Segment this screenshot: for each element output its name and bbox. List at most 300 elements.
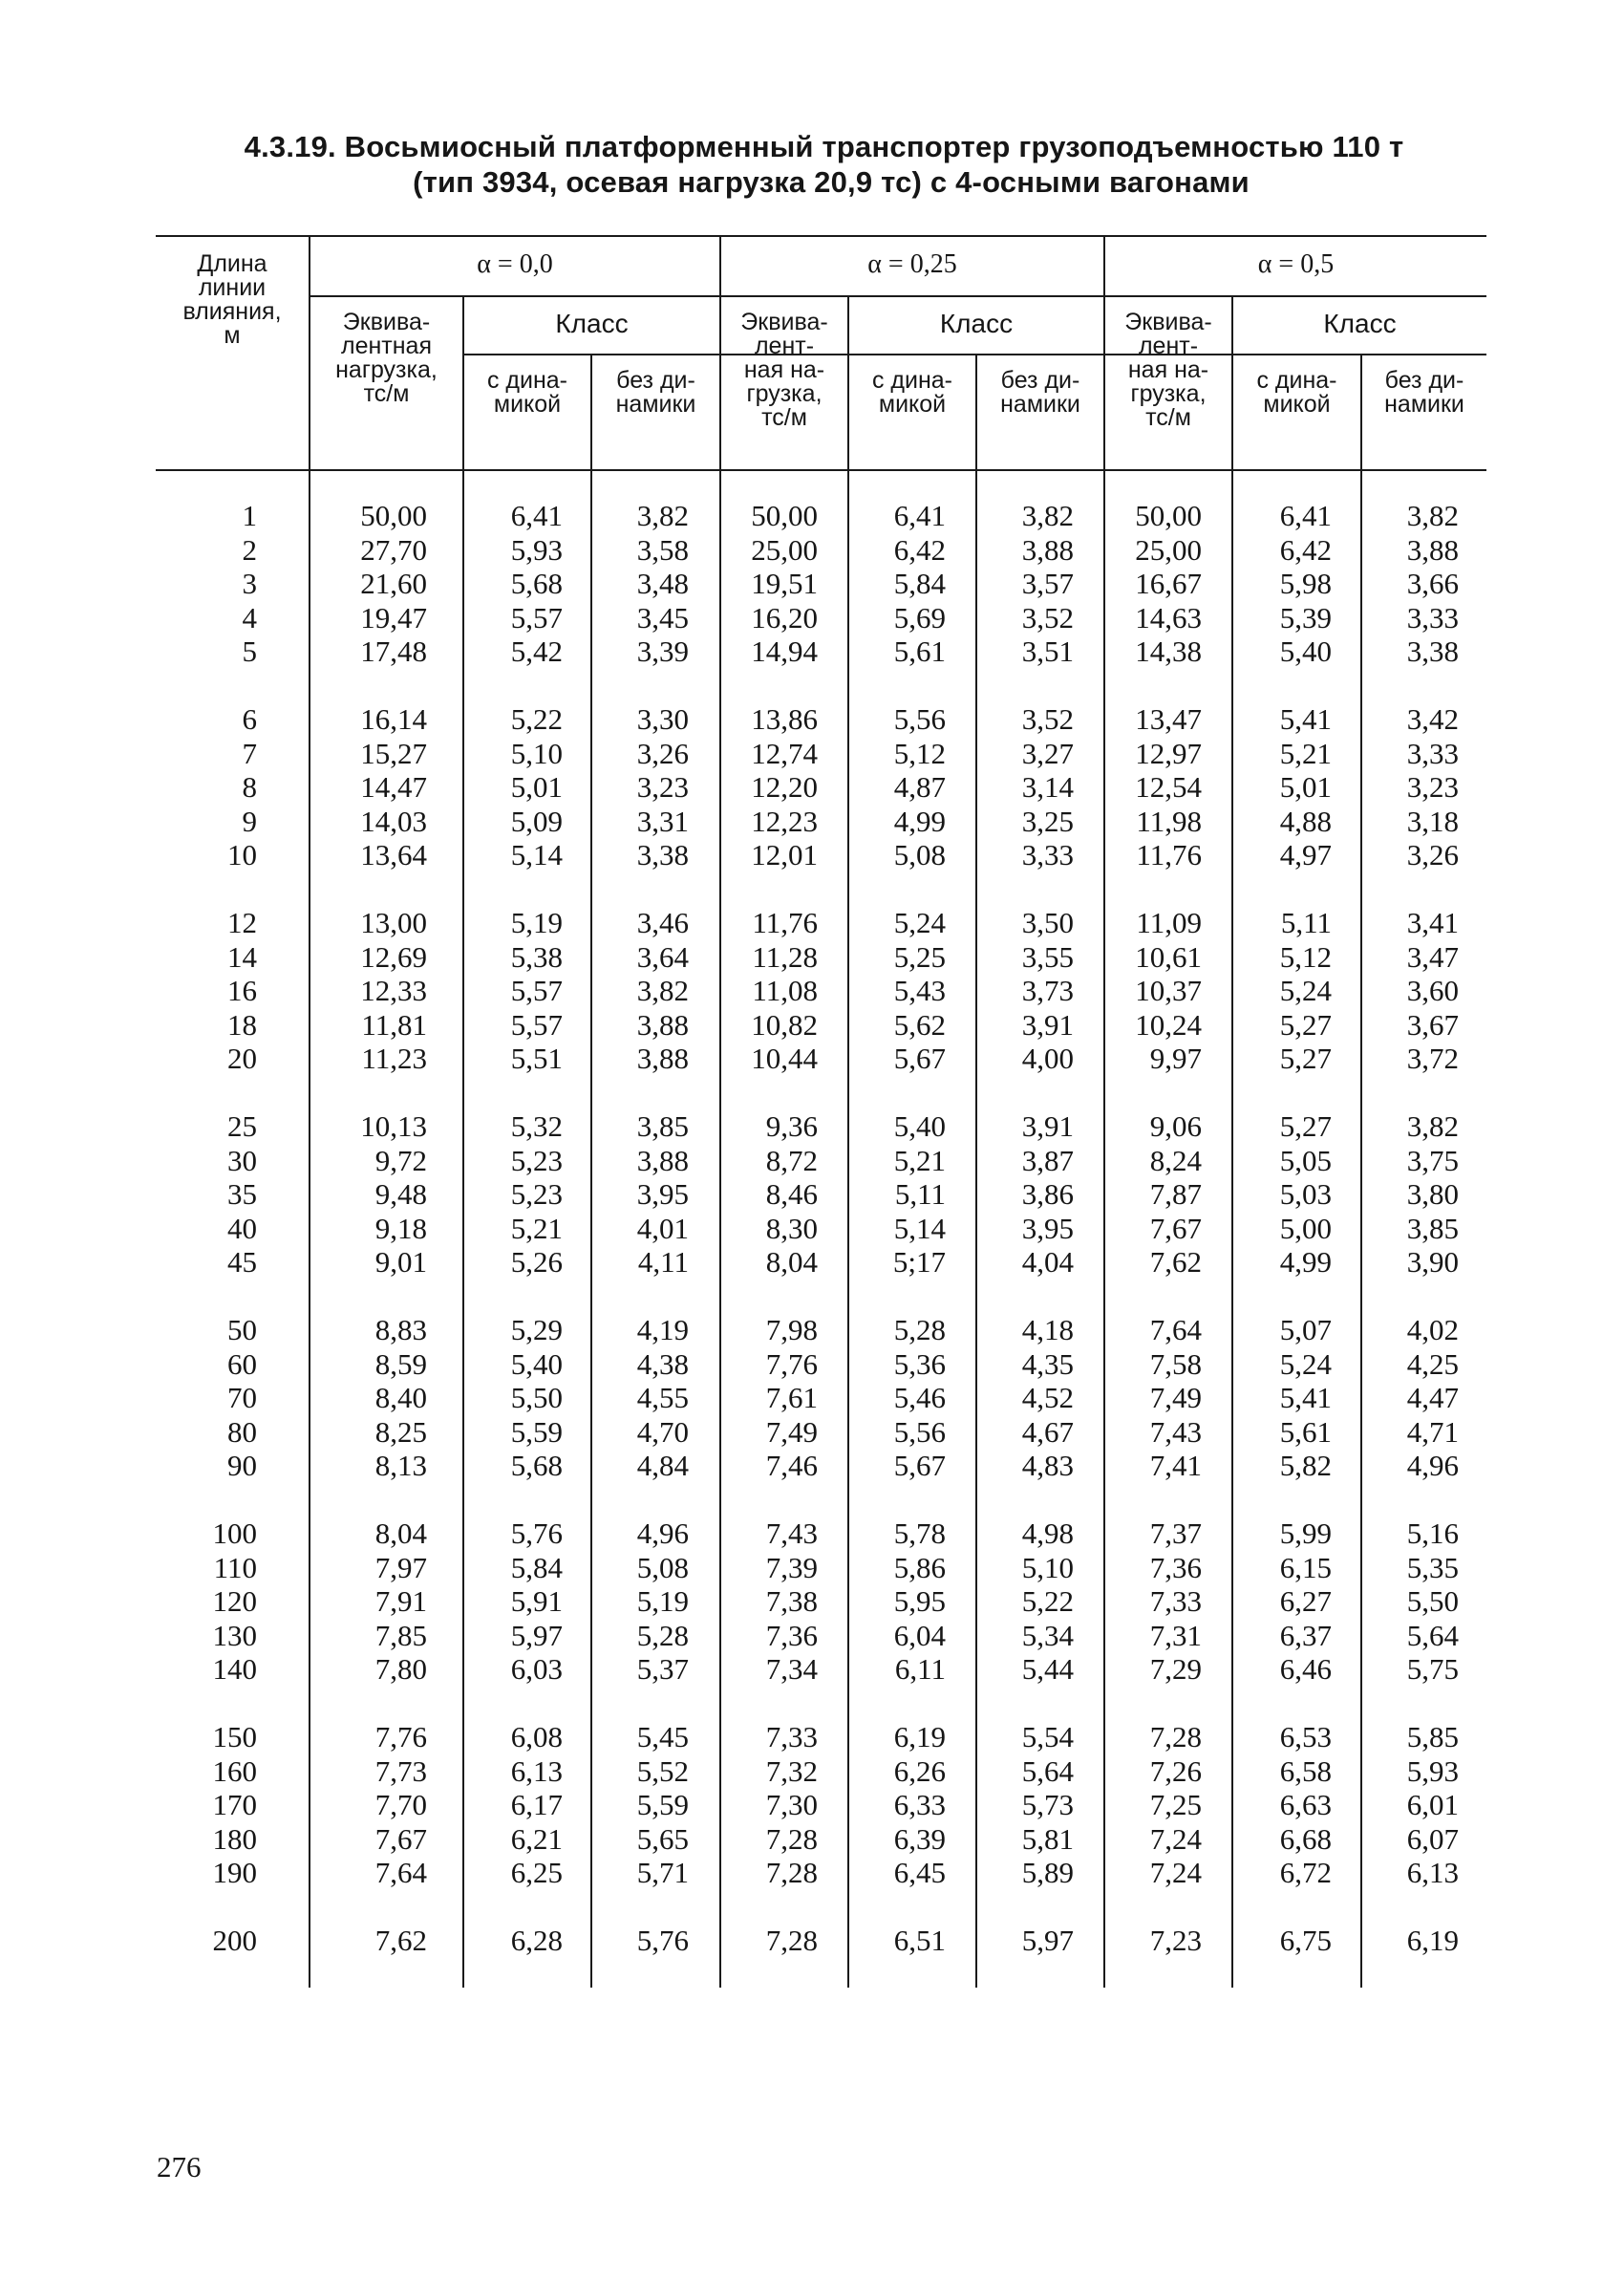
table-cell: 7,85 xyxy=(374,1618,427,1652)
table-cell: 5,40 xyxy=(1279,635,1332,668)
cell-length: 120 xyxy=(212,1584,257,1618)
table-cell: 7,49 xyxy=(1149,1381,1202,1414)
table-cell: 11,08 xyxy=(752,974,818,1007)
cell-length: 60 xyxy=(227,1346,257,1381)
column-with-dyn-a0 xyxy=(464,499,563,1958)
table-cell: 5,40 xyxy=(893,1109,946,1143)
header-equiv-load-2: Эквива- лент- ная на- грузка, тс/м xyxy=(740,309,828,431)
row-spacer xyxy=(464,1483,563,1517)
table-cell: 5,69 xyxy=(893,600,946,635)
table-cell: 7,39 xyxy=(765,1550,818,1584)
cell-length: 50 xyxy=(227,1313,257,1346)
table-cell: 12,74 xyxy=(751,736,818,770)
table-cell: 4,52 xyxy=(1021,1381,1074,1414)
row-spacer xyxy=(1105,1483,1202,1517)
header-alpha-025: α = 0,25 xyxy=(867,249,957,279)
table-cell: 4,35 xyxy=(1021,1346,1074,1381)
table-cell: 5,23 xyxy=(510,1177,563,1211)
row-spacer xyxy=(1233,1687,1332,1721)
table-cell: 14,47 xyxy=(360,770,427,804)
table-cell: 4,71 xyxy=(1406,1414,1459,1449)
table-cell: 4,01 xyxy=(636,1211,689,1245)
table-cell: 4,47 xyxy=(1406,1381,1459,1414)
table-cell: 4,11 xyxy=(637,1245,689,1279)
table-cell: 3,33 xyxy=(1021,838,1074,871)
table-cell: 7,33 xyxy=(1149,1584,1202,1618)
table-cell: 5,64 xyxy=(1021,1753,1074,1788)
table-cell: 7,36 xyxy=(765,1618,818,1652)
table-cell: 7,76 xyxy=(765,1346,818,1381)
table-cell: 3,66 xyxy=(1406,567,1459,600)
table-cell: 5,11 xyxy=(894,1177,946,1211)
table-cell: 5,81 xyxy=(1021,1821,1074,1856)
table-cell: 3,47 xyxy=(1406,939,1459,974)
table-cell: 5,52 xyxy=(636,1753,689,1788)
table-cell: 3,67 xyxy=(1406,1007,1459,1042)
row-spacer xyxy=(1362,1890,1459,1925)
table-cell: 5,19 xyxy=(636,1584,689,1618)
table-cell: 8,40 xyxy=(374,1381,427,1414)
table-cell: 3,45 xyxy=(636,600,689,635)
cell-length: 10 xyxy=(227,838,257,871)
table-cell: 5,75 xyxy=(1406,1652,1459,1686)
row-spacer xyxy=(310,1483,427,1517)
table-cell: 3,39 xyxy=(636,635,689,668)
table-cell: 7,46 xyxy=(765,1449,818,1482)
column-equiv-load-a05 xyxy=(1105,499,1202,1958)
table-cell: 3,91 xyxy=(1021,1109,1074,1143)
table-cell: 5,62 xyxy=(893,1007,946,1042)
table-cell: 5,44 xyxy=(1021,1652,1074,1686)
row-spacer xyxy=(1105,669,1202,703)
table-cell: 4,83 xyxy=(1021,1449,1074,1482)
row-spacer xyxy=(592,1890,689,1925)
table-cell: 3,82 xyxy=(1406,499,1459,532)
table-cell: 4,96 xyxy=(1406,1449,1459,1482)
table-cell: 7,29 xyxy=(1149,1652,1202,1686)
table-cell: 5,84 xyxy=(893,567,946,600)
table-cell: 12,69 xyxy=(360,939,427,974)
row-spacer xyxy=(592,1076,689,1110)
table-cell: 14,63 xyxy=(1135,600,1202,635)
table-cell: 11,76 xyxy=(752,906,818,939)
header-alpha-0: α = 0,0 xyxy=(477,249,553,279)
table-cell: 5,28 xyxy=(636,1618,689,1652)
table-cell: 5,29 xyxy=(510,1313,563,1346)
cell-length: 40 xyxy=(227,1211,257,1245)
column-length xyxy=(156,499,257,1958)
row-spacer xyxy=(310,872,427,907)
table-cell: 5,65 xyxy=(636,1821,689,1856)
row-spacer xyxy=(310,1687,427,1721)
table-cell: 5,99 xyxy=(1279,1516,1332,1550)
table-cell: 4,67 xyxy=(1021,1414,1074,1449)
table-cell: 4,87 xyxy=(893,770,946,804)
cell-length: 6 xyxy=(242,702,257,736)
table-cell: 11,28 xyxy=(752,939,818,974)
row-spacer xyxy=(1105,1280,1202,1314)
table-cell: 5,24 xyxy=(1279,1346,1332,1381)
table-cell: 5,57 xyxy=(510,600,563,635)
table-cell: 11,23 xyxy=(361,1042,427,1075)
cell-length: 200 xyxy=(212,1924,257,1957)
table-cell: 3,80 xyxy=(1406,1177,1459,1211)
table-cell: 6,07 xyxy=(1406,1821,1459,1856)
table-cell: 3,85 xyxy=(1406,1211,1459,1245)
table-cell: 6,19 xyxy=(1406,1924,1459,1957)
row-spacer xyxy=(977,1687,1074,1721)
table-cell: 3,48 xyxy=(636,567,689,600)
page-number: 276 xyxy=(157,2150,202,2183)
header-alpha-05: α = 0,5 xyxy=(1257,249,1335,279)
table-cell: 12,97 xyxy=(1135,736,1202,770)
table-cell: 5,39 xyxy=(1279,600,1332,635)
cell-length: 8 xyxy=(242,770,257,804)
table-cell: 7,64 xyxy=(1149,1313,1202,1346)
table-cell: 11,76 xyxy=(1136,838,1202,871)
row-spacer xyxy=(721,669,818,703)
table-cell: 5,50 xyxy=(510,1381,563,1414)
row-spacer xyxy=(1233,1890,1332,1925)
table-cell: 6,13 xyxy=(510,1753,563,1788)
table-cell: 6,01 xyxy=(1406,1788,1459,1821)
table-cell: 5,51 xyxy=(510,1042,563,1075)
table-cell: 9,48 xyxy=(374,1177,427,1211)
table-cell: 3,31 xyxy=(636,804,689,838)
row-spacer xyxy=(1362,872,1459,907)
table-cell: 8,04 xyxy=(765,1245,818,1279)
table-cell: 3,60 xyxy=(1406,974,1459,1007)
table-cell: 5,03 xyxy=(1279,1177,1332,1211)
table-cell: 3,82 xyxy=(636,499,689,532)
row-spacer xyxy=(310,1890,427,1925)
header-without-dyn-3: без ди- намики xyxy=(1384,367,1464,418)
cell-length: 100 xyxy=(212,1516,257,1550)
row-spacer xyxy=(849,1890,946,1925)
cell-length: 45 xyxy=(227,1245,257,1279)
row-spacer xyxy=(592,1687,689,1721)
table-cell: 7,38 xyxy=(765,1584,818,1618)
table-cell: 3,85 xyxy=(636,1109,689,1143)
table-cell: 5,97 xyxy=(1021,1924,1074,1957)
table-cell: 5,37 xyxy=(636,1652,689,1686)
cell-length: 4 xyxy=(242,600,257,635)
header-equiv-load-1: Эквива- лентная нагрузка, тс/м xyxy=(335,309,438,407)
table-cell: 7,61 xyxy=(765,1381,818,1414)
table-cell: 6,46 xyxy=(1279,1652,1332,1686)
table-cell: 5,40 xyxy=(510,1346,563,1381)
table-cell: 12,54 xyxy=(1135,770,1202,804)
table-cell: 7,58 xyxy=(1149,1346,1202,1381)
table-cell: 12,01 xyxy=(751,838,818,871)
table-cell: 5,12 xyxy=(893,736,946,770)
table-cell: 7,87 xyxy=(1149,1177,1202,1211)
table-cell: 6,51 xyxy=(893,1924,946,1957)
alpha-rule xyxy=(309,295,1486,297)
row-spacer xyxy=(721,1890,818,1925)
table-cell: 3,82 xyxy=(1021,499,1074,532)
row-spacer xyxy=(849,872,946,907)
table-cell: 6,33 xyxy=(893,1788,946,1821)
table-cell: 6,27 xyxy=(1279,1584,1332,1618)
row-spacer xyxy=(1233,669,1332,703)
table-cell: 4,70 xyxy=(636,1414,689,1449)
table-cell: 10,61 xyxy=(1135,939,1202,974)
table-cell: 13,64 xyxy=(360,838,427,871)
table-cell: 3,90 xyxy=(1406,1245,1459,1279)
table-cell: 5,67 xyxy=(893,1449,946,1482)
cell-length: 80 xyxy=(227,1414,257,1449)
table-cell: 6,08 xyxy=(510,1720,563,1753)
table-cell: 8,72 xyxy=(765,1143,818,1177)
table-cell: 5,27 xyxy=(1279,1007,1332,1042)
table-cell: 5,43 xyxy=(893,974,946,1007)
table-cell: 27,70 xyxy=(360,532,427,567)
table-cell: 5,34 xyxy=(1021,1618,1074,1652)
table-cell: 6,17 xyxy=(510,1788,563,1821)
table-cell: 7,24 xyxy=(1149,1821,1202,1856)
table-cell: 3,14 xyxy=(1021,770,1074,804)
table-cell: 7,34 xyxy=(765,1652,818,1686)
table-cell: 5,14 xyxy=(510,838,563,871)
table-cell: 5,05 xyxy=(1279,1143,1332,1177)
table-cell: 4,25 xyxy=(1406,1346,1459,1381)
row-spacer xyxy=(721,1280,818,1314)
table-cell: 7,97 xyxy=(374,1550,427,1584)
header-class-3: Класс xyxy=(1323,309,1397,338)
table-cell: 3,88 xyxy=(636,1007,689,1042)
table-cell: 5,24 xyxy=(893,906,946,939)
table-cell: 6,42 xyxy=(1279,532,1332,567)
table-cell: 7,62 xyxy=(1149,1245,1202,1279)
table-cell: 19,47 xyxy=(360,600,427,635)
table-cell: 3,73 xyxy=(1021,974,1074,1007)
table-cell: 25,00 xyxy=(751,532,818,567)
table-cell: 7,30 xyxy=(765,1788,818,1821)
table-cell: 7,67 xyxy=(1149,1211,1202,1245)
table-cell: 6,41 xyxy=(893,499,946,532)
table-cell: 3,87 xyxy=(1021,1143,1074,1177)
table-cell: 4,99 xyxy=(1279,1245,1332,1279)
table-cell: 3,64 xyxy=(636,939,689,974)
table-cell: 3,27 xyxy=(1021,736,1074,770)
table-cell: 13,47 xyxy=(1135,702,1202,736)
table-cell: 14,03 xyxy=(360,804,427,838)
row-spacer xyxy=(156,1280,257,1314)
header-with-dyn-3: с дина- микой xyxy=(1256,367,1337,418)
row-spacer xyxy=(977,1483,1074,1517)
table-cell: 5,76 xyxy=(510,1516,563,1550)
row-spacer xyxy=(1362,669,1459,703)
table-cell: 5,19 xyxy=(510,906,563,939)
table-cell: 5,24 xyxy=(1279,974,1332,1007)
table-cell: 3,88 xyxy=(1406,532,1459,567)
table-cell: 5,01 xyxy=(1279,770,1332,804)
table-cell: 4,97 xyxy=(1279,838,1332,871)
table-cell: 5,57 xyxy=(510,974,563,1007)
cell-length: 9 xyxy=(242,804,257,838)
table-cell: 7,70 xyxy=(374,1788,427,1821)
table-cell: 7,64 xyxy=(374,1856,427,1889)
table-cell: 4,04 xyxy=(1021,1245,1074,1279)
table-cell: 3,72 xyxy=(1406,1042,1459,1075)
row-spacer xyxy=(464,1890,563,1925)
table-cell: 3,23 xyxy=(1406,770,1459,804)
cell-length: 130 xyxy=(212,1618,257,1652)
table-cell: 5;17 xyxy=(892,1245,946,1279)
table-cell: 5,09 xyxy=(510,804,563,838)
table-cell: 3,26 xyxy=(636,736,689,770)
table-cell: 3,38 xyxy=(636,838,689,871)
table-cell: 12,20 xyxy=(751,770,818,804)
table-cell: 7,76 xyxy=(374,1720,427,1753)
table-cell: 3,33 xyxy=(1406,600,1459,635)
table-cell: 5,41 xyxy=(1279,1381,1332,1414)
row-spacer xyxy=(849,669,946,703)
table-cell: 12,33 xyxy=(360,974,427,1007)
table-cell: 4,38 xyxy=(636,1346,689,1381)
row-spacer xyxy=(721,1687,818,1721)
row-spacer xyxy=(464,872,563,907)
table-cell: 7,25 xyxy=(1149,1788,1202,1821)
header-length: Длина линии влияния, м xyxy=(182,250,282,349)
header-equiv-load-3: Эквива- лент- ная на- грузка, тс/м xyxy=(1124,309,1212,431)
table-cell: 3,51 xyxy=(1021,635,1074,668)
table-cell: 6,72 xyxy=(1279,1856,1332,1889)
table-cell: 13,00 xyxy=(360,906,427,939)
table-cell: 5,28 xyxy=(893,1313,946,1346)
header-with-dyn-1: с дина- микой xyxy=(486,367,568,418)
table-cell: 7,37 xyxy=(1149,1516,1202,1550)
table-cell: 6,19 xyxy=(893,1720,946,1753)
table-cell: 4,88 xyxy=(1279,804,1332,838)
table-cell: 5,59 xyxy=(636,1788,689,1821)
row-spacer xyxy=(310,1076,427,1110)
table-cell: 16,14 xyxy=(360,702,427,736)
table-cell: 5,35 xyxy=(1406,1550,1459,1584)
cell-length: 2 xyxy=(242,532,257,567)
table-cell: 7,36 xyxy=(1149,1550,1202,1584)
table-cell: 5,71 xyxy=(636,1856,689,1889)
table-cell: 3,88 xyxy=(1021,532,1074,567)
column-with-dyn-a05 xyxy=(1233,499,1332,1958)
table-cell: 3,30 xyxy=(636,702,689,736)
table-title xyxy=(0,129,1624,200)
table-cell: 5,27 xyxy=(1279,1109,1332,1143)
table-cell: 5,89 xyxy=(1021,1856,1074,1889)
table-cell: 4,02 xyxy=(1406,1313,1459,1346)
row-spacer xyxy=(977,872,1074,907)
table-cell: 7,26 xyxy=(1149,1753,1202,1788)
table-cell: 4,84 xyxy=(636,1449,689,1482)
table-cell: 19,51 xyxy=(751,567,818,600)
table-cell: 6,26 xyxy=(893,1753,946,1788)
table-cell: 6,39 xyxy=(893,1821,946,1856)
table-cell: 5,00 xyxy=(1279,1211,1332,1245)
table-cell: 50,00 xyxy=(1135,499,1202,532)
table-cell: 12,23 xyxy=(751,804,818,838)
cell-length: 16 xyxy=(227,974,257,1007)
table-cell: 5,57 xyxy=(510,1007,563,1042)
row-spacer xyxy=(977,1280,1074,1314)
table-cell: 6,42 xyxy=(893,532,946,567)
table-cell: 3,41 xyxy=(1406,906,1459,939)
column-without-dyn-a05 xyxy=(1362,499,1459,1958)
table-cell: 5,22 xyxy=(510,702,563,736)
table-cell: 7,28 xyxy=(765,1924,818,1957)
table-cell: 5,21 xyxy=(510,1211,563,1245)
cell-length: 190 xyxy=(212,1856,257,1889)
table-cell: 6,37 xyxy=(1279,1618,1332,1652)
table-cell: 5,32 xyxy=(510,1109,563,1143)
table-cell: 3,18 xyxy=(1406,804,1459,838)
class-rule xyxy=(462,354,1486,355)
table-cell: 5,10 xyxy=(1021,1550,1074,1584)
row-spacer xyxy=(464,1280,563,1314)
cell-length: 170 xyxy=(212,1788,257,1821)
table-cell: 7,24 xyxy=(1149,1856,1202,1889)
table-cell: 8,59 xyxy=(374,1346,427,1381)
table-cell: 8,46 xyxy=(765,1177,818,1211)
table-cell: 4,98 xyxy=(1021,1516,1074,1550)
table-cell: 7,23 xyxy=(1149,1924,1202,1957)
table-cell: 6,04 xyxy=(893,1618,946,1652)
row-spacer xyxy=(1233,872,1332,907)
table-cell: 3,55 xyxy=(1021,939,1074,974)
table-cell: 3,75 xyxy=(1406,1143,1459,1177)
table-top-rule xyxy=(156,235,1486,237)
header-with-dyn-2: с дина- микой xyxy=(871,367,953,418)
cell-length: 150 xyxy=(212,1720,257,1753)
row-spacer xyxy=(156,872,257,907)
table-cell: 16,67 xyxy=(1135,567,1202,600)
table-cell: 10,37 xyxy=(1135,974,1202,1007)
table-cell: 5,59 xyxy=(510,1414,563,1449)
row-spacer xyxy=(721,1076,818,1110)
table-cell: 5,85 xyxy=(1406,1720,1459,1753)
table-cell: 3,46 xyxy=(636,906,689,939)
table-cell: 6,63 xyxy=(1279,1788,1332,1821)
row-spacer xyxy=(1362,1483,1459,1517)
table-cell: 8,24 xyxy=(1149,1143,1202,1177)
table-cell: 9,97 xyxy=(1149,1042,1202,1075)
table-cell: 5,78 xyxy=(893,1516,946,1550)
row-spacer xyxy=(1105,1890,1202,1925)
table-cell: 7,31 xyxy=(1149,1618,1202,1652)
column-with-dyn-a025 xyxy=(849,499,946,1958)
cell-length: 35 xyxy=(227,1177,257,1211)
row-spacer xyxy=(156,1483,257,1517)
table-cell: 5,64 xyxy=(1406,1618,1459,1652)
table-cell: 5,12 xyxy=(1279,939,1332,974)
table-cell: 7,49 xyxy=(765,1414,818,1449)
table-cell: 3,33 xyxy=(1406,736,1459,770)
table-cell: 5,21 xyxy=(1279,736,1332,770)
table-cell: 14,94 xyxy=(751,635,818,668)
table-cell: 50,00 xyxy=(360,499,427,532)
table-cell: 3,23 xyxy=(636,770,689,804)
table-cell: 5,93 xyxy=(1406,1753,1459,1788)
table-cell: 5,84 xyxy=(510,1550,563,1584)
table-cell: 8,83 xyxy=(374,1313,427,1346)
table-cell: 10,44 xyxy=(751,1042,818,1075)
table-cell: 5,38 xyxy=(510,939,563,974)
row-spacer xyxy=(849,1280,946,1314)
table-cell: 7,73 xyxy=(374,1753,427,1788)
table-cell: 5,97 xyxy=(510,1618,563,1652)
table-cell: 17,48 xyxy=(360,635,427,668)
header-bottom-rule xyxy=(156,469,1486,471)
